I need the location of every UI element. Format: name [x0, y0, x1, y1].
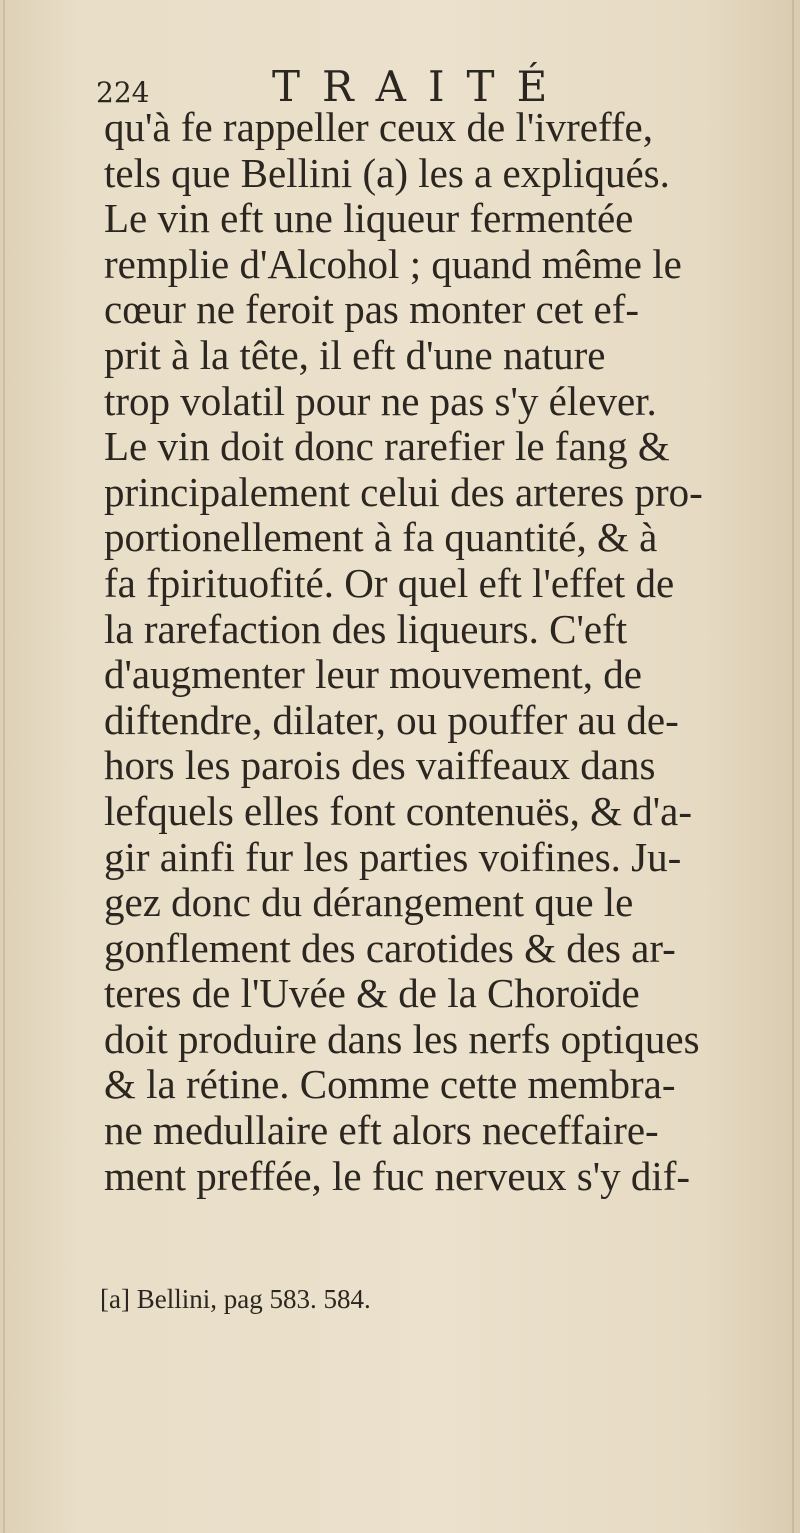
text-line: d'augmenter leur mouvement, de — [104, 651, 642, 698]
text-line: cœur ne feroit pas monter cet ef- — [104, 286, 640, 333]
text-line: prit à la tête, il eft d'une nature — [104, 331, 606, 378]
text-line: gir ainfi fur les parties voifines. Ju- — [104, 833, 682, 880]
text-line: ment preffée, le fuc nerveux s'y dif- — [104, 1152, 691, 1199]
text-line: hors les parois des vaiffeaux dans — [104, 742, 656, 789]
page-edge-shadow — [3, 0, 5, 1533]
body-text — [104, 105, 780, 1199]
text-line: principalement celui des arteres pro- — [104, 468, 703, 515]
text-line: gez donc du dérangement que le — [104, 879, 634, 926]
text-line: gonflement des carotides & des ar- — [104, 924, 676, 971]
text-line: diftendre, dilater, ou pouffer au de- — [104, 696, 679, 743]
text-line: trop volatil pour ne pas s'y élever. — [104, 377, 657, 424]
page-number: 224 — [96, 76, 150, 109]
text-line: lefquels elles font contenuës, & d'a- — [104, 787, 693, 834]
text-line: la rarefaction des liqueurs. C'eft — [104, 605, 628, 652]
running-head: TRAITÉ — [272, 62, 570, 111]
page-edge-shadow — [792, 0, 794, 1533]
footnote: [a] Bellini, pag 583. 584. — [100, 1284, 371, 1314]
text-line: doit produire dans les nerfs optiques — [104, 1015, 700, 1062]
text-line: qu'à fe rappeller ceux de l'ivreffe, — [104, 104, 653, 150]
text-line: ne medullaire eft alors neceffaire- — [104, 1107, 659, 1154]
text-line: fa fpirituofité. Or quel eft l'effet de — [104, 559, 675, 606]
text-line: Le vin doit donc rarefier le fang & — [104, 423, 670, 470]
text-line: Le vin eft une liqueur fermentée — [104, 195, 634, 242]
text-line: portionellement à fa quantité, & à — [104, 514, 658, 561]
text-line: & la rétine. Comme cette membra- — [104, 1061, 676, 1108]
text-line: remplie d'Alcohol ; quand même le — [104, 240, 682, 287]
text-line: teres de l'Uvée & de la Choroïde — [104, 970, 640, 1017]
text-line: tels que Bellini (a) les a expliqués. — [104, 149, 670, 196]
